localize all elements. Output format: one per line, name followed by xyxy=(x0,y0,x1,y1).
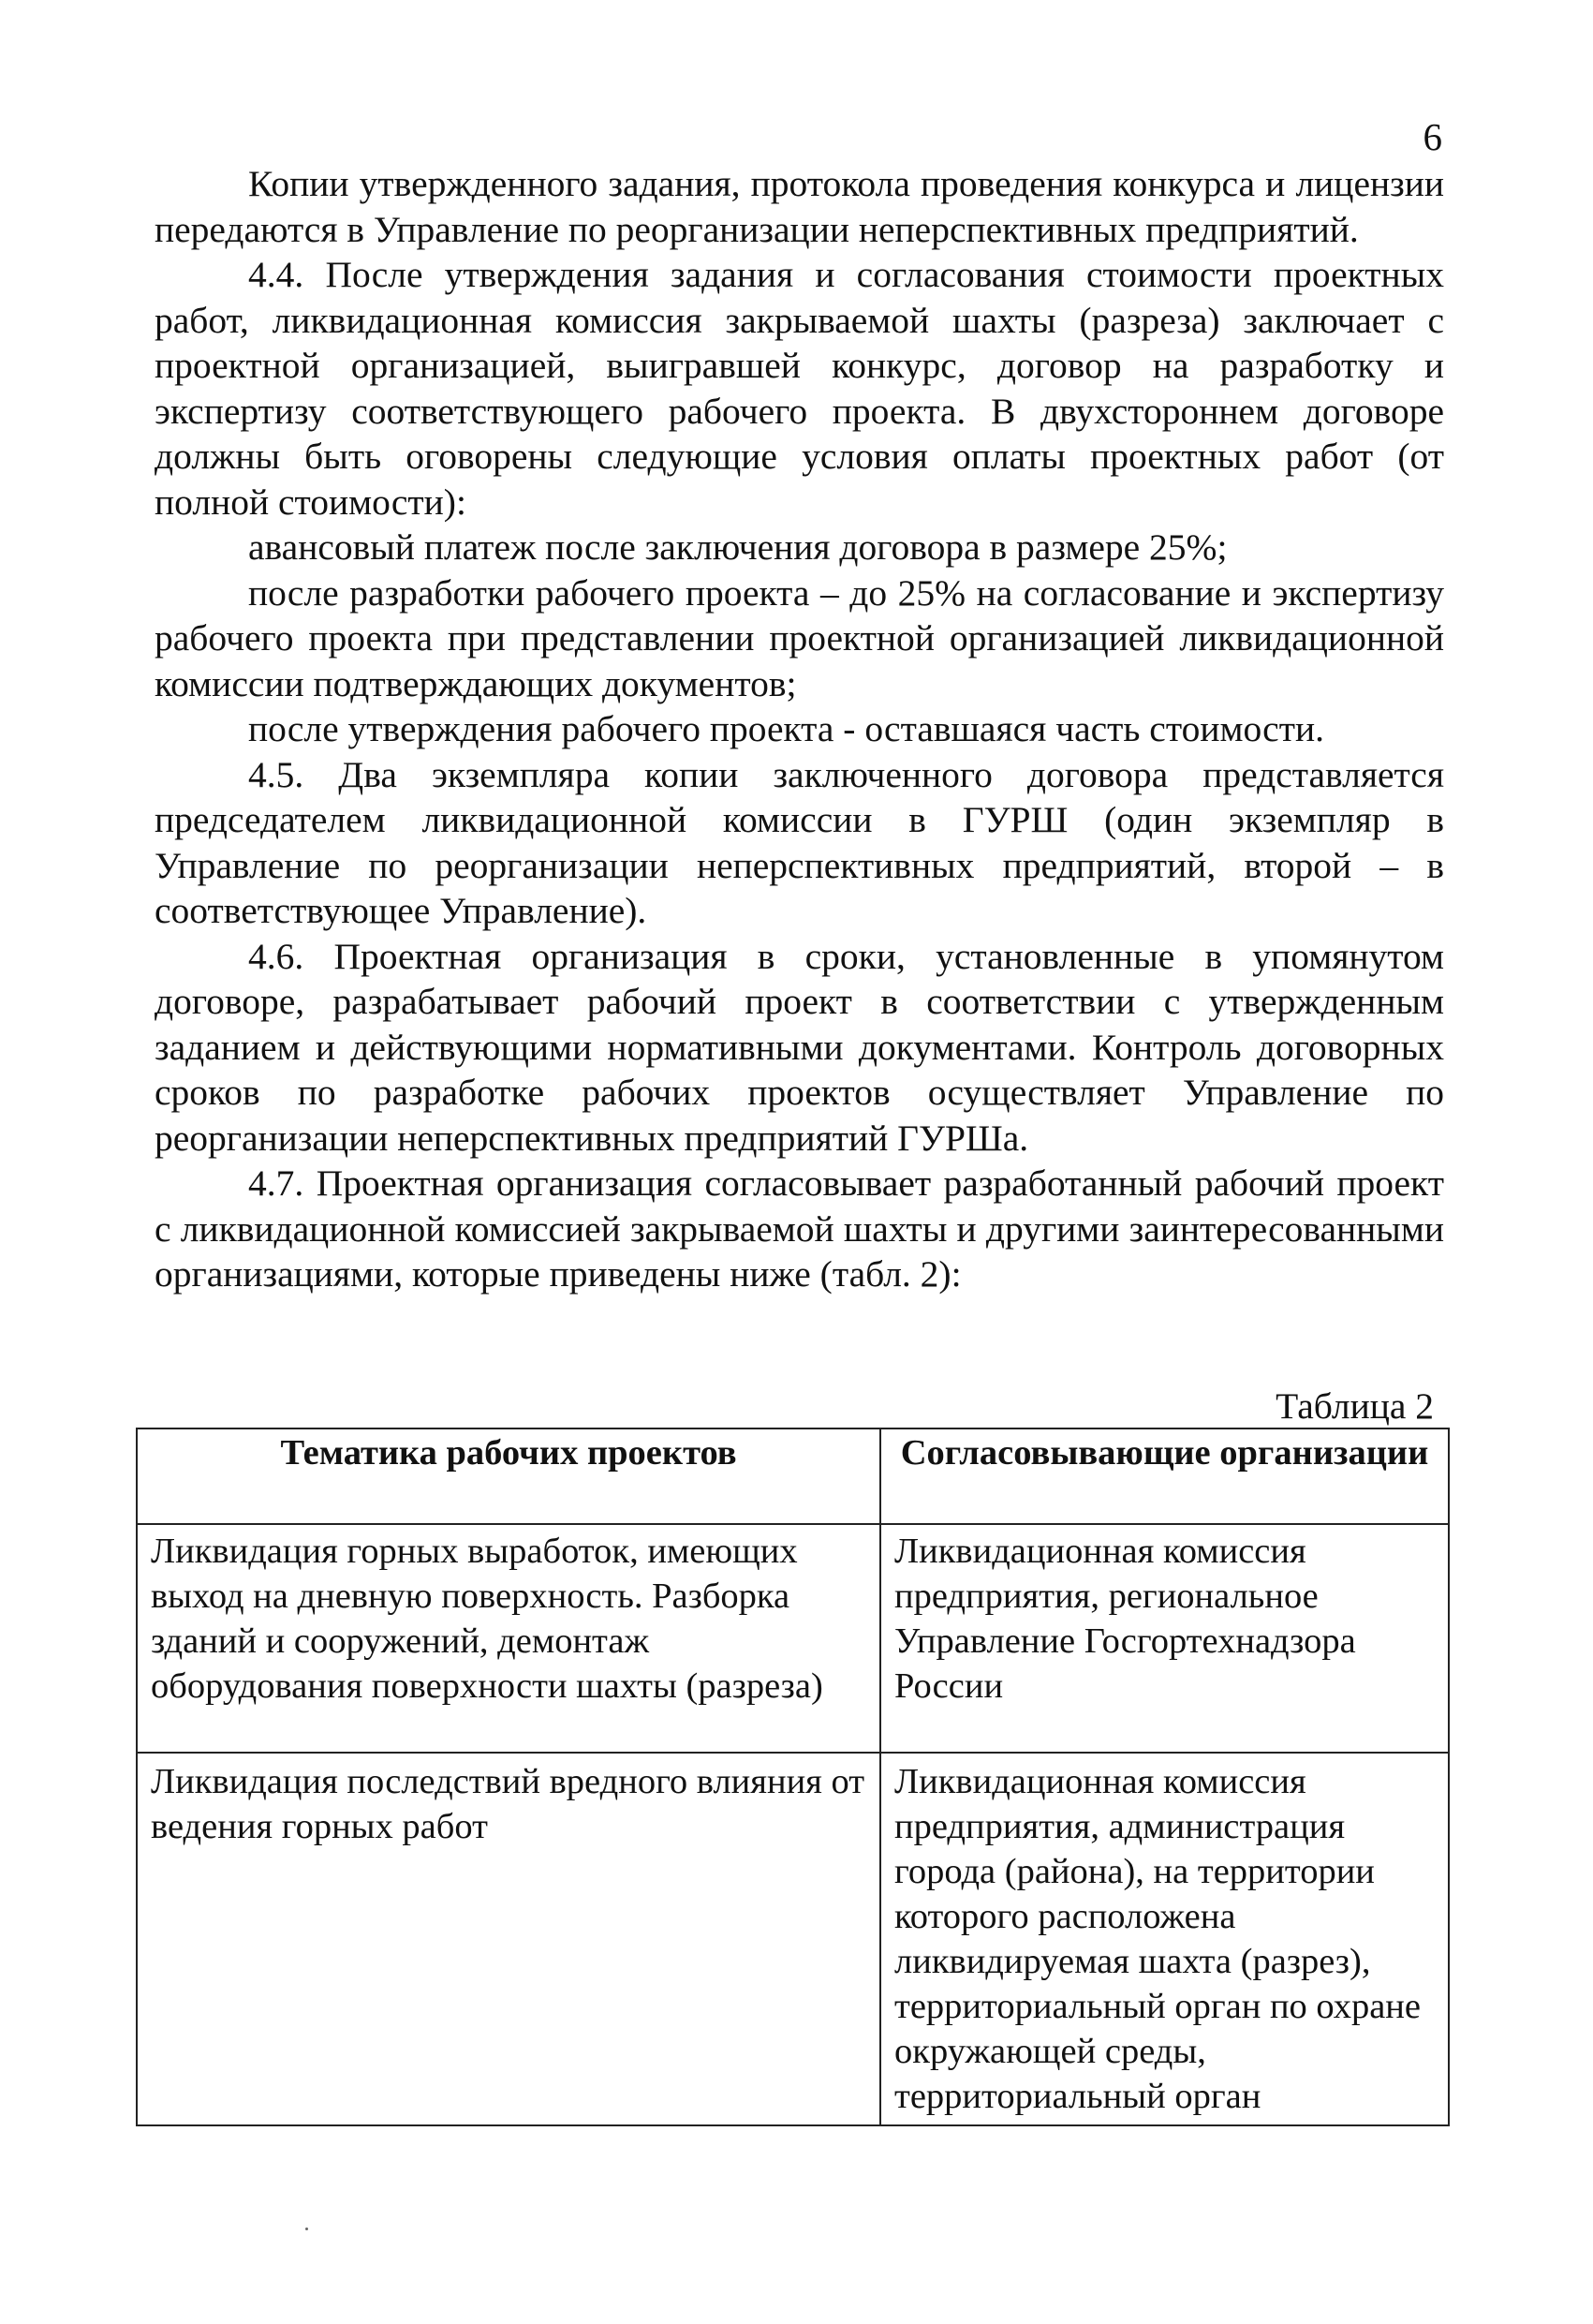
paragraph-advance-payment: авансовый платеж после заключения договора в размере 25%; xyxy=(248,526,1228,568)
page-number: 6 xyxy=(1423,115,1442,158)
cell-organizations: Ликвидационная комиссия предприятия, региональное Управление Госгортехнадзора России xyxy=(880,1524,1449,1753)
table-caption: Таблица 2 xyxy=(1276,1385,1434,1427)
table-row xyxy=(137,1753,1449,2125)
paragraph-after-approval: после утверждения рабочего проекта - оставшаяся часть стоимости. xyxy=(248,708,1324,749)
header-topic: Тематика рабочих проектов xyxy=(137,1428,880,1524)
cell-topic: Ликвидация последствий вредного влияния от ведения горных работ xyxy=(137,1753,880,2125)
cell-topic: Ликвидация горных выработок, имеющих выход на дневную поверхность. Разборка зданий и сооружений, демонтаж оборудования поверхности шахты (разреза) xyxy=(137,1524,880,1753)
paragraph-after-development: после разработки рабочего проекта – до 25% на согласование и экспертизу рабочего проекта при представлении проектной организацией ликвидационной комиссии подтверждающих документов; xyxy=(155,571,1444,704)
paragraph-4-5: 4.5. Два экземпляра копии заключенного договора представляется председателем ликвидационной комиссии в ГУРШ (один экземпляр в Управление по реорганизации неперспективных предприятий, второй – в соответствующее Управление). xyxy=(155,753,1444,931)
table-row xyxy=(137,1524,1449,1753)
cell-organizations: Ликвидационная комиссия предприятия, администрация города (района), на территории которого расположена ликвидируемая шахта (разрез), территориальный орган по охране окружающей среды, территориальный орган xyxy=(880,1753,1449,2125)
document-body xyxy=(155,161,1444,1297)
paragraph-4-7: 4.7. Проектная организация согласовывает разработанный рабочий проект с ликвидационной комиссией закрываемой шахты и другими заинтересованными организациями, которые приведены ниже (табл. 2): xyxy=(155,1162,1444,1295)
header-organizations: Согласовывающие организации xyxy=(880,1428,1449,1524)
table-header-row xyxy=(137,1428,1449,1524)
paragraph-4-6: 4.6. Проектная организация в сроки, установленные в упомянутом договоре, разрабатывает рабочий проект в соответствии с утвержденным заданием и действующими нормативными документами. Контроль договорных сроков по разработке рабочих проектов осуществляет Управление по реорганизации неперспективных предприятий ГУРШа. xyxy=(155,935,1444,1159)
paragraph-4-4: 4.4. После утверждения задания и согласования стоимости проектных работ, ликвидационная комиссия закрываемой шахты (разреза) заключает с проектной организацией, выигравшей конкурс, договор на разработку и экспертизу соответствующего рабочего проекта. В двухстороннем договоре должны быть оговорены следующие условия оплаты проектных работ (от полной стоимости): xyxy=(155,254,1444,523)
approval-table xyxy=(136,1428,1450,2126)
paragraph-copies: Копии утвержденного задания, протокола проведения конкурса и лицензии передаются в Управление по реорганизации неперспективных предприятий. xyxy=(155,163,1444,250)
scan-speck xyxy=(305,2228,308,2230)
